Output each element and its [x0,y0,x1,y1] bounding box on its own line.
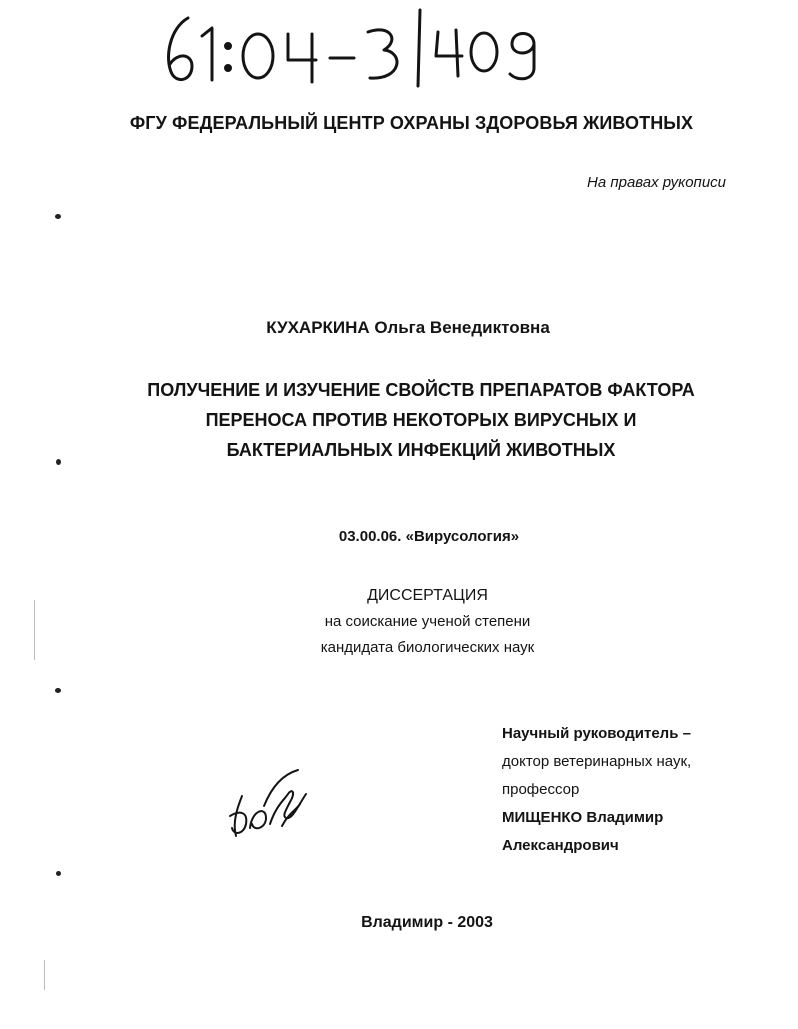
scan-speck [55,214,61,219]
specialty-code: 03.00.06. «Вирусология» [338,528,520,545]
supervisor-block [502,720,691,860]
city-year: Владимир - 2003 [361,914,493,931]
supervisor-degree: доктор ветеринарных наук, [502,753,692,770]
handwritten-library-code [158,6,578,88]
title-line: ПЕРЕНОСА ПРОТИВ НЕКОТОРЫХ ВИРУСНЫХ И [205,410,637,430]
dissertation-type-block [0,583,798,661]
handwritten-signature [226,766,310,842]
organization-name: ФГУ ФЕДЕРАЛЬНЫЙ ЦЕНТР ОХРАНЫ ЗДОРОВЬЯ ЖИВОТНЫХ [129,113,694,133]
scan-speck [56,871,61,876]
title-line: ПОЛУЧЕНИЕ И ИЗУЧЕНИЕ СВОЙСТВ ПРЕПАРАТОВ ФАКТОРА [147,380,695,400]
supervisor-patronymic: Александрович [502,837,619,854]
scan-edge-mark [44,960,45,990]
author-name: КУХАРКИНА Ольга Венедиктовна [266,318,550,337]
scan-speck [55,688,61,693]
dissertation-title [0,375,798,465]
degree-line-1: на соискание ученой степени [324,613,531,630]
supervisor-rank: профессор [502,781,580,798]
dissertation-heading: ДИССЕРТАЦИЯ [367,587,488,604]
manuscript-rights-note: На правах рукописи [587,174,726,191]
title-line: БАКТЕРИАЛЬНЫХ ИНФЕКЦИЙ ЖИВОТНЫХ [226,440,616,460]
scan-edge-mark [34,600,35,660]
supervisor-label: Научный руководитель – [502,725,691,742]
scan-speck [56,459,61,465]
degree-line-2: кандидата биологических наук [320,639,535,656]
supervisor-name: МИЩЕНКО Владимир [502,809,664,826]
